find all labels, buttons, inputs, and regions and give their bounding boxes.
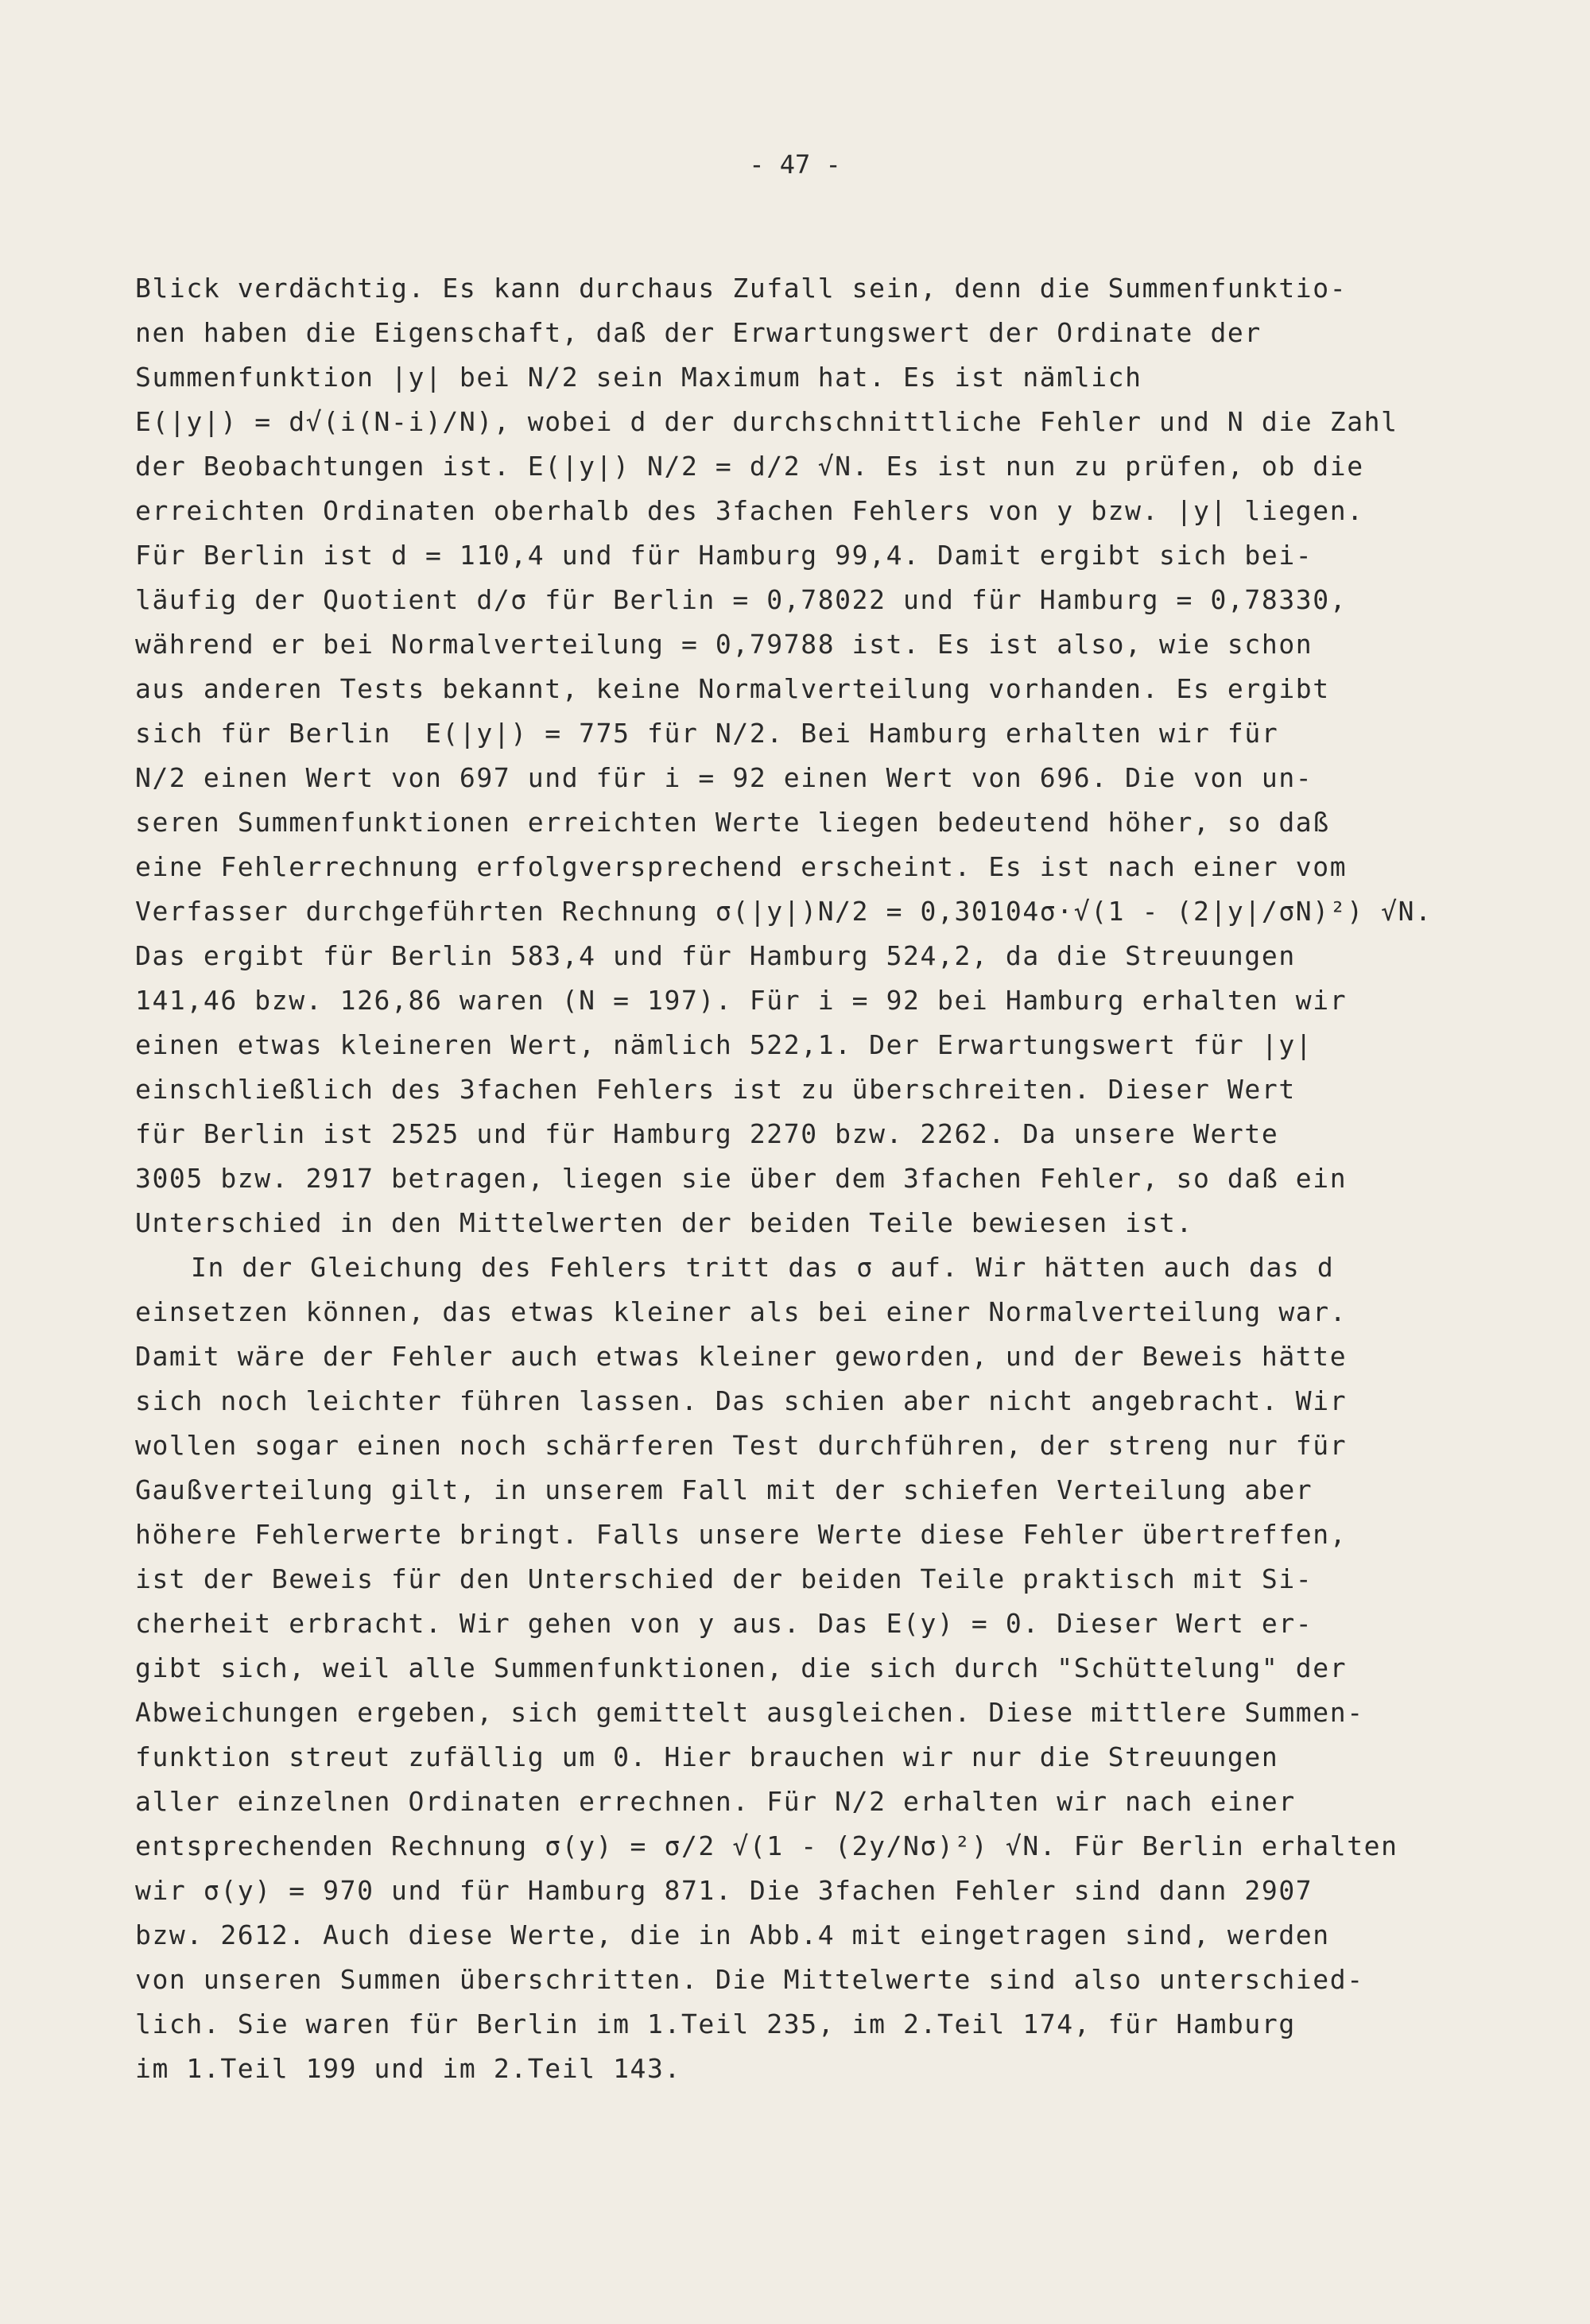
text-line: einschließlich des 3fachen Fehlers ist zu überschreiten. Dieser Wert — [135, 1074, 1296, 1105]
text-line: Das ergibt für Berlin 583,4 und für Hamburg 524,2, da die Streuungen — [135, 940, 1296, 971]
text-line: N/2 einen Wert von 697 und für i = 92 einen Wert von 696. Die von un- — [135, 762, 1313, 793]
text-line: 141,46 bzw. 126,86 waren (N = 197). Für i = 92 bei Hamburg erhalten wir — [135, 985, 1348, 1016]
text-line: Gaußverteilung gilt, in unserem Fall mit der schiefen Verteilung aber — [135, 1474, 1313, 1505]
text-line: aus anderen Tests bekannt, keine Normalverteilung vorhanden. Es ergibt — [135, 673, 1330, 704]
text-line: Unterschied in den Mittelwerten der beiden Teile bewiesen ist. — [135, 1207, 1193, 1238]
text-line: sich für Berlin E(|y|) = 775 für N/2. Bei Hamburg erhalten wir für — [135, 718, 1279, 749]
text-line: während er bei Normalverteilung = 0,79788 ist. Es ist also, wie schon — [135, 629, 1313, 660]
text-line: Blick verdächtig. Es kann durchaus Zufall sein, denn die Summenfunktio- — [135, 273, 1348, 304]
text-line: im 1.Teil 199 und im 2.Teil 143. — [135, 2053, 681, 2084]
text-line: 3005 bzw. 2917 betragen, liegen sie über dem 3fachen Fehler, so daß ein — [135, 1163, 1348, 1194]
text-line: aller einzelnen Ordinaten errechnen. Für N/2 erhalten wir nach einer — [135, 1786, 1296, 1817]
text-line: gibt sich, weil alle Summenfunktionen, die sich durch "Schüttelung" der — [135, 1652, 1348, 1683]
text-line: E(|y|) = d√(i(N-i)/N), wobei d der durchschnittliche Fehler und N die Zahl — [135, 406, 1398, 437]
text-line: der Beobachtungen ist. E(|y|) N/2 = d/2 √N. Es ist nun zu prüfen, ob die — [135, 451, 1364, 482]
text-line: Summenfunktion |y| bei N/2 sein Maximum hat. Es ist nämlich — [135, 362, 1142, 393]
paragraph-start-line: In der Gleichung des Fehlers tritt das σ auf. Wir hätten auch das d — [191, 1252, 1335, 1283]
text-line: seren Summenfunktionen erreichten Werte liegen bedeutend höher, so daß — [135, 807, 1330, 838]
text-line: sich noch leichter führen lassen. Das schien aber nicht angebracht. Wir — [135, 1385, 1348, 1416]
text-line: ist der Beweis für den Unterschied der beiden Teile praktisch mit Si- — [135, 1563, 1313, 1594]
text-line: Abweichungen ergeben, sich gemittelt ausgleichen. Diese mittlere Summen- — [135, 1697, 1364, 1728]
text-line: höhere Fehlerwerte bringt. Falls unsere Werte diese Fehler übertreffen, — [135, 1519, 1348, 1550]
text-line: einsetzen können, das etwas kleiner als bei einer Normalverteilung war. — [135, 1296, 1348, 1327]
text-line: funktion streut zufällig um 0. Hier brauchen wir nur die Streuungen — [135, 1741, 1279, 1772]
text-line: lich. Sie waren für Berlin im 1.Teil 235, im 2.Teil 174, für Hamburg — [135, 2008, 1296, 2039]
text-line: einen etwas kleineren Wert, nämlich 522,1. Der Erwartungswert für |y| — [135, 1029, 1313, 1060]
text-line: von unseren Summen überschritten. Die Mittelwerte sind also unterschied- — [135, 1964, 1364, 1995]
text-line: bzw. 2612. Auch diese Werte, die in Abb.4 mit eingetragen sind, werden — [135, 1919, 1330, 1950]
page-number: - 47 - — [749, 149, 841, 180]
text-line: entsprechenden Rechnung σ(y) = σ/2 √(1 - (2y/Nσ)²) √N. Für Berlin erhalten — [135, 1830, 1398, 1861]
text-line: wollen sogar einen noch schärferen Test durchführen, der streng nur für — [135, 1430, 1348, 1461]
text-line: erreichten Ordinaten oberhalb des 3fachen Fehlers von y bzw. |y| liegen. — [135, 495, 1364, 526]
text-line: cherheit erbracht. Wir gehen von y aus. Das E(y) = 0. Dieser Wert er- — [135, 1608, 1313, 1639]
text-line: eine Fehlerrechnung erfolgversprechend erscheint. Es ist nach einer vom — [135, 851, 1348, 882]
text-line: für Berlin ist 2525 und für Hamburg 2270 bzw. 2262. Da unsere Werte — [135, 1118, 1279, 1149]
text-line: läufig der Quotient d/σ für Berlin = 0,78022 und für Hamburg = 0,78330, — [135, 584, 1348, 615]
text-line: wir σ(y) = 970 und für Hamburg 871. Die 3fachen Fehler sind dann 2907 — [135, 1875, 1313, 1906]
text-line: Für Berlin ist d = 110,4 und für Hamburg 99,4. Damit ergibt sich bei- — [135, 540, 1313, 571]
text-line: nen haben die Eigenschaft, daß der Erwartungswert der Ordinate der — [135, 317, 1262, 348]
text-line: Verfasser durchgeführten Rechnung σ(|y|)N/2 = 0,30104σ·√(1 - (2|y|/σN)²) √N. — [135, 896, 1433, 927]
text-line: Damit wäre der Fehler auch etwas kleiner geworden, und der Beweis hätte — [135, 1341, 1348, 1372]
